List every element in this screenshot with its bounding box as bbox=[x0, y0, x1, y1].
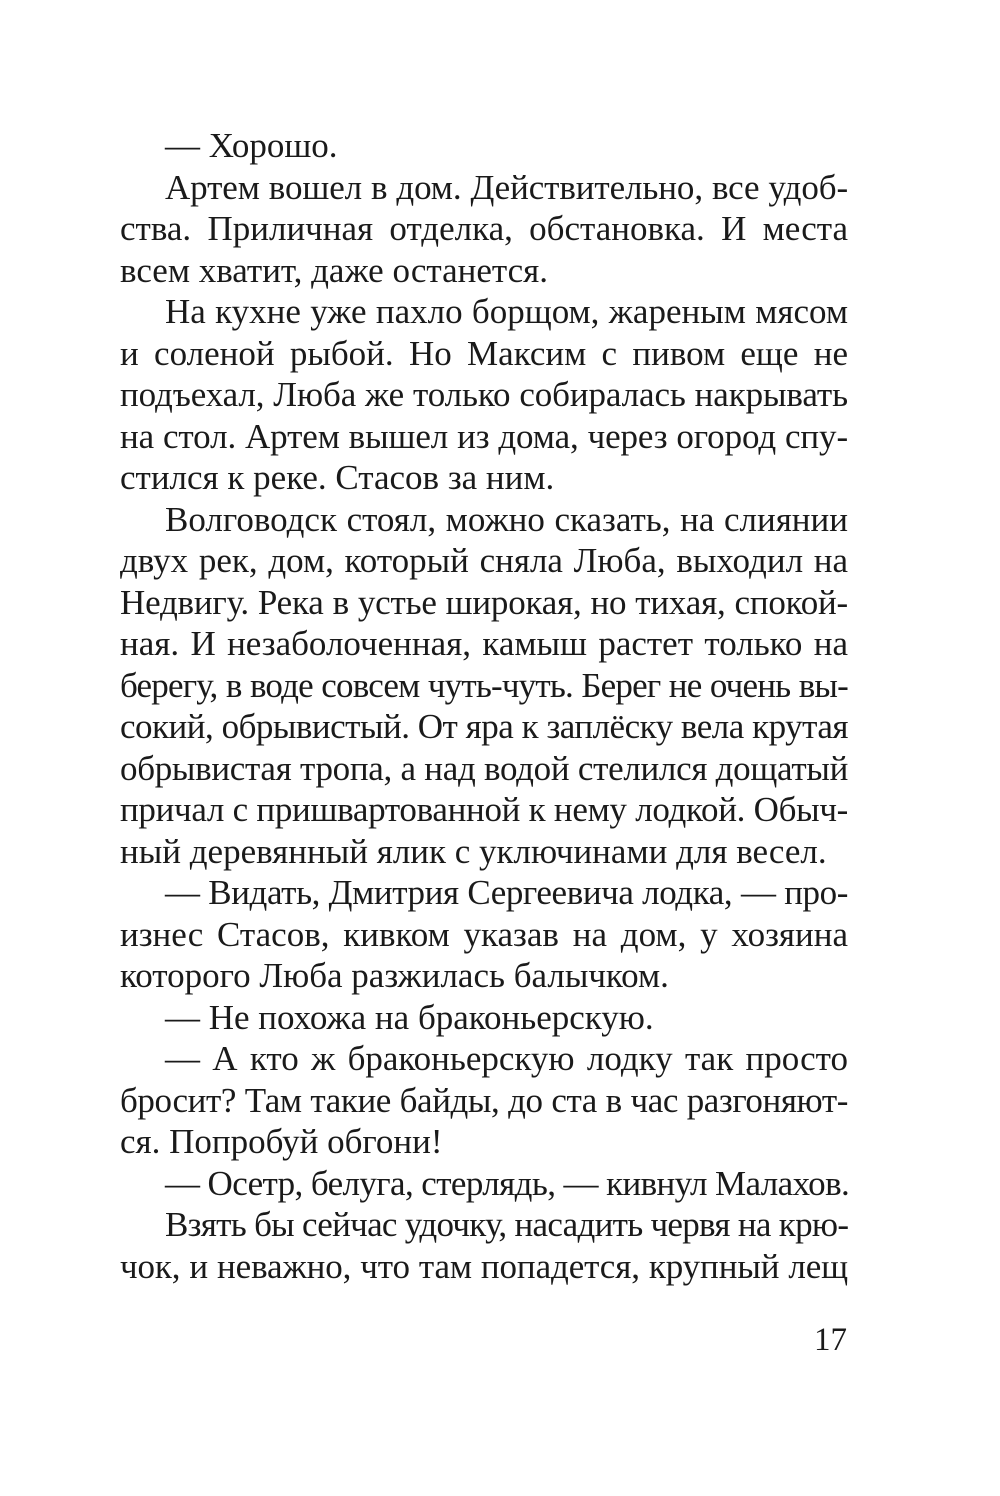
text-line: на стол. Артем вышел из дома, через огород спу- bbox=[120, 416, 848, 456]
text-line: — Видать, Дмитрия Сергеевича лодка, — про- bbox=[165, 873, 848, 912]
text-line: ся. Попробуй обгони! bbox=[120, 1122, 443, 1161]
text-line: которого Люба разжилась балычком. bbox=[120, 956, 669, 995]
text-line: изнес Стасов, кивком указав на дом, у хозяина bbox=[120, 914, 848, 954]
text-line: берегу, в воде совсем чуть-чуть. Берег не очень вы- bbox=[120, 665, 848, 705]
text-line: ный деревянный ялик с уключинами для весел. bbox=[120, 831, 827, 871]
text-line: бросит? Там такие байды, до ста в час разгоняют- bbox=[120, 1080, 848, 1120]
text-line: Недвигу. Река в устье широкая, но тихая, спокой- bbox=[120, 582, 848, 622]
paragraph bbox=[120, 291, 848, 499]
text-line: всем хватит, даже останется. bbox=[120, 250, 548, 290]
text-line: — Не похожа на браконьерскую. bbox=[165, 997, 654, 1037]
paragraph bbox=[120, 125, 848, 167]
paragraph bbox=[120, 1038, 848, 1163]
text-line: Взять бы сейчас удочку, насадить червя на крю- bbox=[165, 1205, 849, 1244]
body-text bbox=[120, 125, 848, 1287]
text-line: стился к реке. Стасов за ним. bbox=[120, 458, 555, 497]
text-line: На кухне уже пахло борщом, жареным мясом bbox=[165, 292, 848, 331]
paragraph bbox=[120, 1204, 848, 1287]
paragraph bbox=[120, 997, 848, 1039]
page-number: 17 bbox=[814, 1322, 847, 1358]
text-line: — А кто ж браконьерскую лодку так просто bbox=[165, 1039, 848, 1078]
text-line: Артем вошел в дом. Действительно, все удоб- bbox=[165, 167, 848, 207]
text-line: сокий, обрывистый. От яра к заплёску вела крутая bbox=[120, 707, 848, 746]
text-line: чок, и неважно, что там попадется, крупный лещ bbox=[120, 1246, 848, 1286]
text-line: обрывистая тропа, а над водой стелился дощатый bbox=[120, 748, 848, 788]
text-line: двух рек, дом, который сняла Люба, выходил на bbox=[120, 541, 848, 580]
text-line: ства. Приличная отделка, обстановка. И места bbox=[120, 209, 848, 248]
text-line: причал с пришвартованной к нему лодкой. Обыч- bbox=[120, 790, 848, 829]
paragraph bbox=[120, 872, 848, 997]
text-line: — Хорошо. bbox=[165, 126, 338, 165]
paragraph bbox=[120, 499, 848, 873]
paragraph bbox=[120, 1163, 848, 1205]
text-line: — Осетр, белуга, стерлядь, — кивнул Малахов. bbox=[165, 1163, 850, 1203]
text-line: подъехал, Люба же только собиралась накрывать bbox=[120, 375, 848, 414]
text-line: Волговодск стоял, можно сказать, на слиянии bbox=[165, 499, 848, 539]
paragraph bbox=[120, 167, 848, 292]
text-line: ная. И незаболоченная, камыш растет только на bbox=[120, 624, 848, 663]
text-line: и соленой рыбой. Но Максим с пивом еще не bbox=[120, 333, 848, 373]
